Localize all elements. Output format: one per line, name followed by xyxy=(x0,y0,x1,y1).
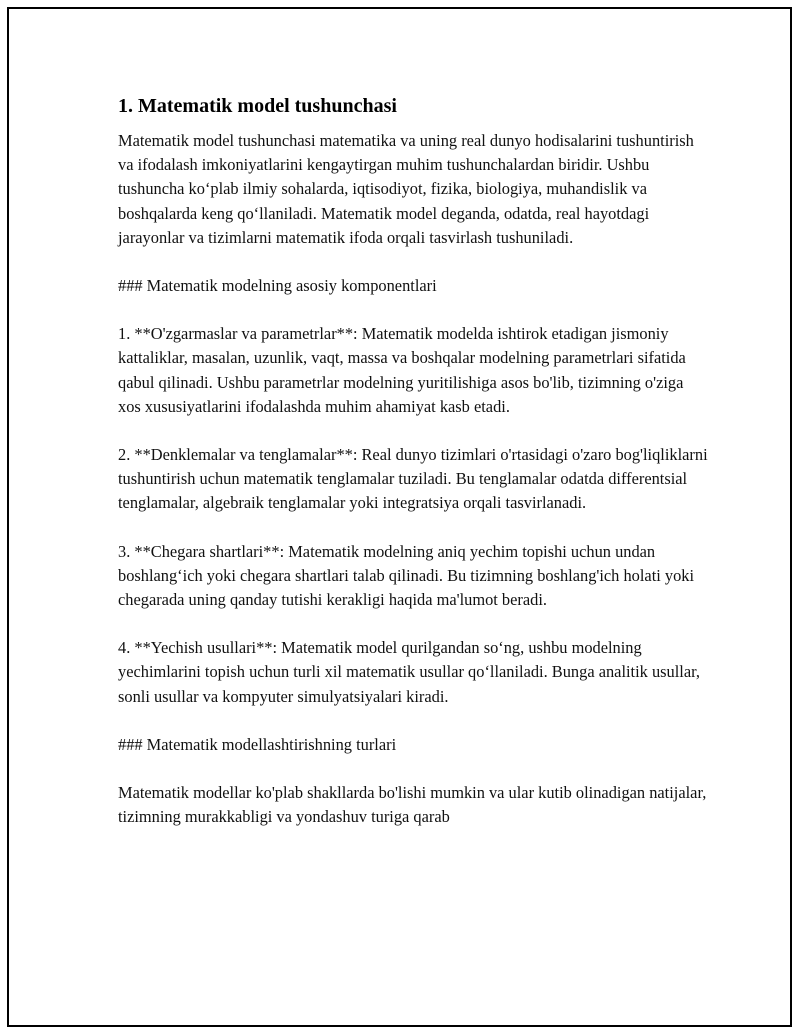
subheading-components: ### Matematik modelning asosiy komponentlari xyxy=(118,276,437,296)
subheading-types: ### Matematik modellashtirishning turlari xyxy=(118,734,397,754)
types-paragraph: Matematik modellar ko'plab shakllarda bo'lishi mumkin va ular kutib olinadigan natijalar, tizimning murakkabligi va yondashuv turiga qarab xyxy=(118,783,707,827)
list-item-solution-methods: 4. **Yechish usullari**: Matematik model qurilgandan so‘ng, ushbu modelning yechimlarini topish uchun turli xil matematik usullar qo‘llaniladi. Bunga analitik usullar, sonli usullar va kompyuter simulyatsiyalari kiradi. xyxy=(118,638,701,706)
list-item-equations: 2. **Denklemalar va tenglamalar**: Real dunyo tizimlari o'rtasidagi o'zaro bog'liqliklarni tushuntirish uchun matematik tenglamalar tuziladi. Bu tenglamalar odatda differentsial tenglamalar, algebraik tenglamalar yoki integratsiya orqali tasvirlanadi. xyxy=(118,445,708,513)
intro-paragraph: Matematik model tushunchasi matematika va uning real dunyo hodisalarini tushuntirish va ifodalash imkoniyatlarini kengaytirgan muhim tushunchalardan biridir. Ushbu tushuncha ko‘plab ilmiy sohalarda, iqtisodiyot, fizika, biologiya, muhandislik va boshqalarda keng qo‘llaniladi. Matematik model deganda, odatda, real hayotdagi jarayonlar va tizimlarni matematik ifoda orqali tasvirlash tushuniladi. xyxy=(118,131,694,247)
list-item-parameters: 1. **O'zgarmaslar va parametrlar**: Matematik modelda ishtirok etadigan jismoniy kattaliklar, masalan, uzunlik, vaqt, massa va boshqalar modelning parametrlari sifatida qabul qilinadi. Ushbu parametrlar modelning yuritilishiga asos bo'lib, tizimning o'ziga xos xususiyatlarini ifodalashda muhim ahamiyat kasb etadi. xyxy=(118,324,686,416)
list-item-boundary-conditions: 3. **Chegara shartlari**: Matematik modelning aniq yechim topishi uchun undan boshlang‘ich yoki chegara shartlari talab qilinadi. Bu tizimning boshlang'ich holati yoki chegarada uning qanday tutishi kerakligi haqida ma'lumot beradi. xyxy=(118,541,695,610)
document-body xyxy=(118,92,708,853)
section-title: 1. Matematik model tushunchasi xyxy=(118,95,397,117)
